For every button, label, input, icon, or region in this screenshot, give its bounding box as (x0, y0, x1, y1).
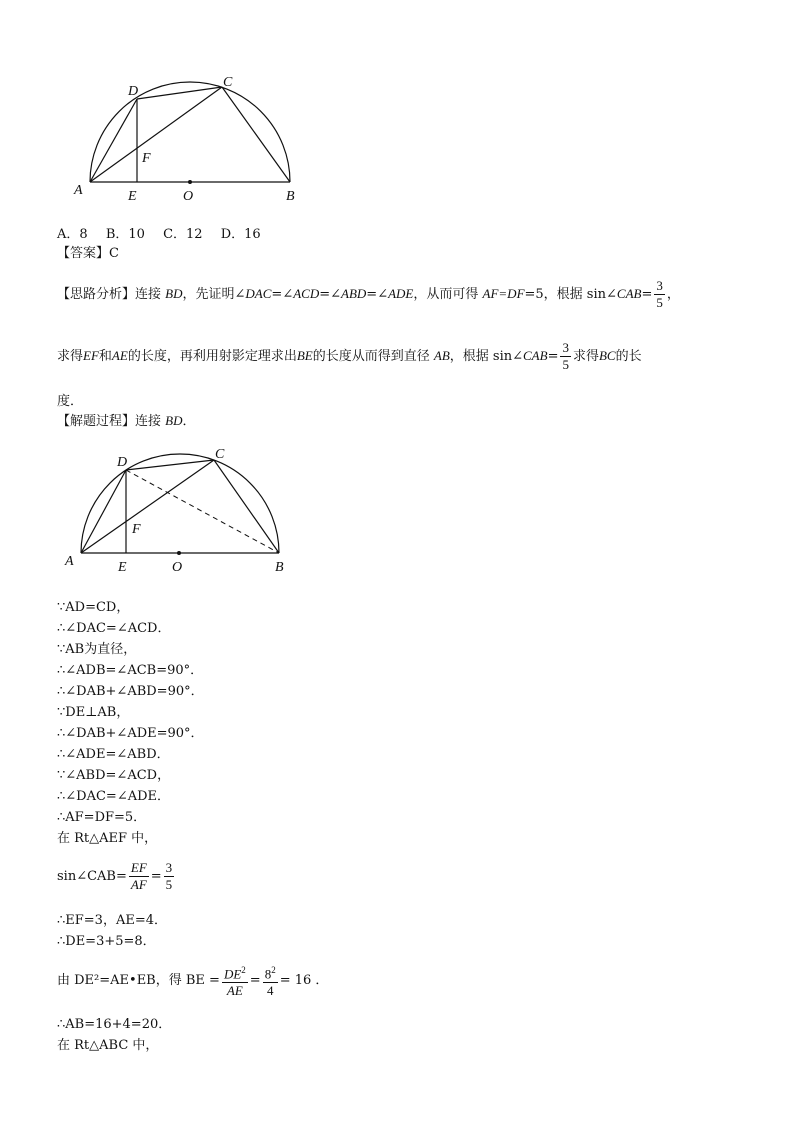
label-c-2: C (215, 447, 225, 462)
segment-dc (137, 87, 222, 99)
label-b-2: B (275, 560, 284, 575)
fraction-3-5: $\frac{3}{5}$ (656, 278, 663, 310)
segment-ac-2 (81, 460, 214, 553)
label-d-2: D (117, 455, 128, 470)
step-16: ∴AB=16+4=20． (57, 1017, 172, 1032)
fraction-3-5-c: $\frac{3}{5}$ (165, 860, 173, 892)
answer-line (57, 245, 119, 263)
segment-ad-2 (81, 470, 126, 553)
step-8: ∴∠ADE=∠ABD． (57, 747, 170, 762)
step-11: ∴AF=DF=5． (57, 810, 147, 825)
fraction-ef-af: $\frac{EF}{AF}$ (130, 860, 147, 892)
option-a: A．8 (57, 227, 88, 242)
projection-equation: 由 DE²=AE•EB，得 BE = $\frac{DE^2}{AE}$ = $\frac{8^2}{4}$ = 16 ． (57, 962, 328, 999)
label-f-2: F (132, 522, 141, 537)
step-17: 在 Rt△ABC 中， (57, 1038, 159, 1053)
label-d: D (128, 84, 139, 99)
label-c: C (223, 75, 233, 90)
label-a-2: A (65, 554, 74, 569)
segment-cb-2 (214, 460, 279, 553)
step-12: 在 Rt△AEF 中， (57, 831, 158, 846)
dashed-segment-bd (126, 470, 279, 553)
step-2: ∴∠DAC=∠ACD． (57, 621, 171, 636)
option-b: B．10 (105, 227, 145, 242)
analysis-line-2: 求得EF和AE的长度，再利用射影定理求出BE的长度从而得到直径 AB，根据 sin∠CAB= $\frac{3}{5}$ 求得BC的长 (57, 340, 642, 372)
answer-options (57, 226, 275, 244)
step-1: ∵AD=CD， (57, 600, 130, 615)
label-e-2: E (118, 560, 127, 575)
label-f: F (142, 151, 151, 166)
segment-ad (90, 99, 137, 182)
fraction-3-5-b: $\frac{3}{5}$ (562, 340, 569, 372)
analysis-line-3: 度． (57, 394, 84, 409)
center-point-o (188, 180, 192, 184)
label-o: O (183, 189, 194, 204)
option-c: C．12 (163, 227, 203, 242)
step-10: ∴∠DAC=∠ADE． (57, 789, 171, 804)
step-4: ∴∠ADB=∠ACB=90°． (57, 663, 204, 678)
label-a: A (74, 183, 83, 198)
sin-equation: sin∠CAB= $\frac{EF}{AF}$ = $\frac{3}{5}$ (57, 860, 173, 892)
answer-value: C (109, 246, 119, 261)
option-d: D．16 (220, 227, 261, 242)
fraction-de2-ae: $\frac{DE^2}{AE}$ (222, 962, 248, 999)
center-point-o-2 (177, 551, 181, 555)
process-line: 【解题过程】连接 BD． (57, 413, 196, 429)
step-3: ∵AB为直径， (57, 642, 137, 657)
segment-ac (90, 87, 222, 182)
step-14: ∴DE=3+5=8． (57, 934, 156, 949)
semicircle-arc (90, 82, 290, 182)
step-6: ∵DE⊥AB， (57, 705, 130, 720)
figure-2-semicircle (55, 443, 305, 583)
analysis-tag: 【思路分析】 (57, 287, 136, 302)
fraction-8sq-4: $\frac{8^2}{4}$ (263, 962, 278, 999)
step-9: ∵∠ABD=∠ACD， (57, 768, 171, 783)
answer-tag: 【答案】 (57, 246, 110, 261)
analysis-line-1: 【思路分析】连接 BD，先证明∠DAC=∠ACD=∠ABD=∠ADE，从而可得 AF=DF=5，根据 sin∠CAB= $\frac{3}{5}$ ， (57, 278, 680, 310)
step-13: ∴EF=3，AE=4． (57, 913, 167, 928)
label-o-2: O (172, 560, 183, 575)
label-e: E (128, 189, 137, 204)
semicircle-arc-2 (81, 454, 279, 553)
figure-1-semicircle (60, 72, 310, 212)
process-tag: 【解题过程】 (57, 414, 136, 429)
step-7: ∴∠DAB+∠ADE=90°． (57, 726, 204, 741)
label-b: B (286, 189, 295, 204)
step-5: ∴∠DAB+∠ABD=90°． (57, 684, 204, 699)
segment-cb (222, 87, 290, 182)
